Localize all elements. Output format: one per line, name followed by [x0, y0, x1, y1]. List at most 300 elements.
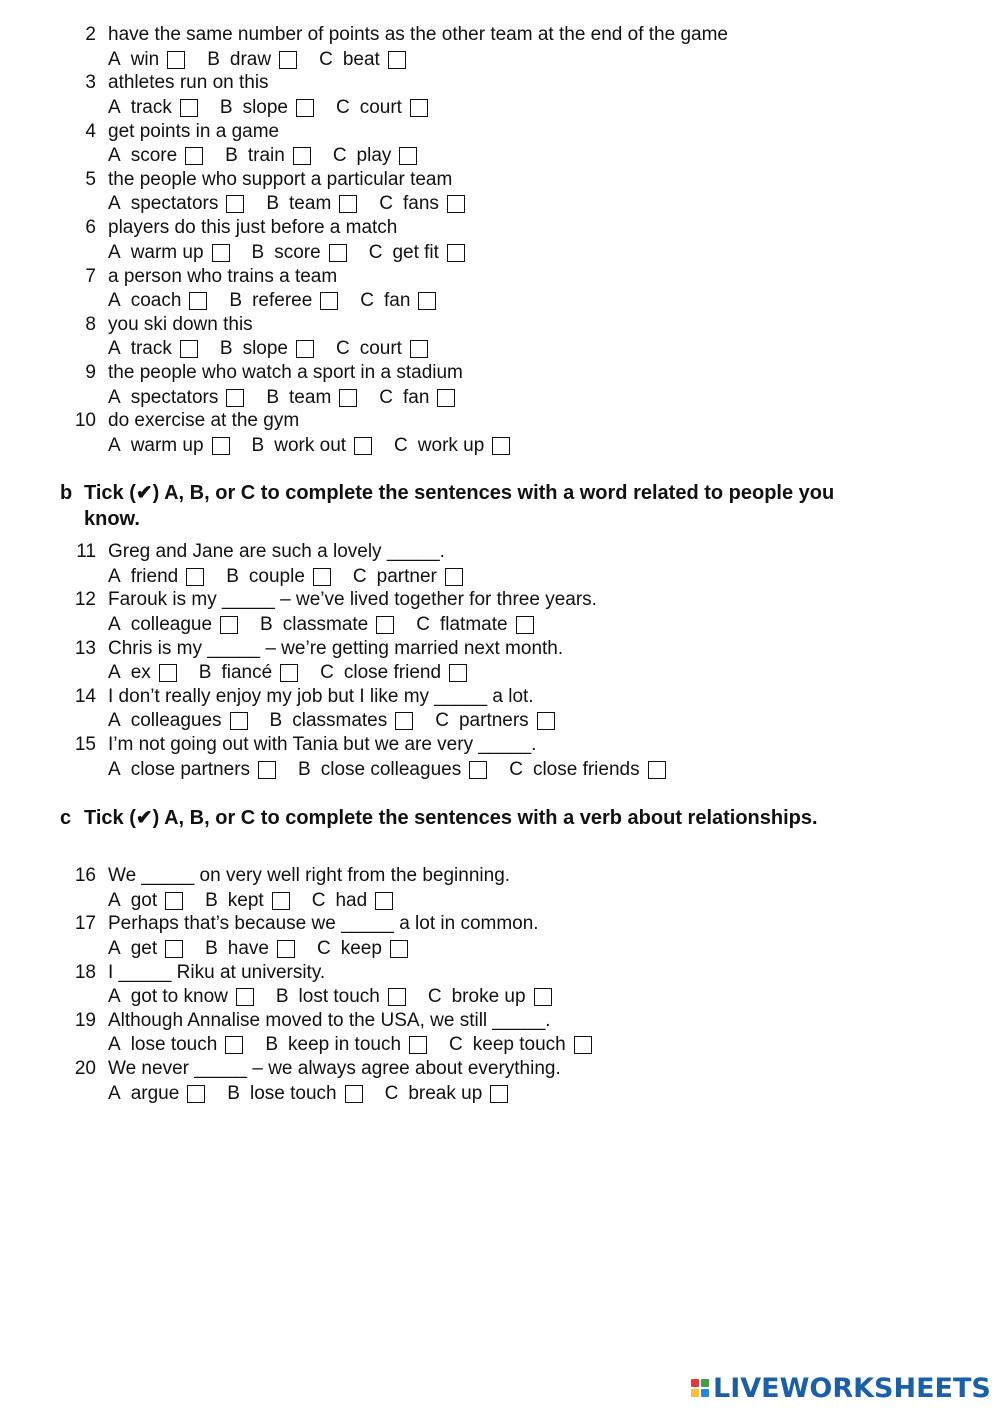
tick-checkbox[interactable] — [447, 244, 465, 262]
option-letter: C — [332, 145, 347, 167]
option-c — [312, 889, 393, 913]
question-number: 7 — [85, 265, 96, 287]
question-text: have the same number of points as the other team at the end of the game — [108, 24, 728, 45]
question-number: 17 — [74, 913, 96, 935]
option-c — [416, 613, 533, 637]
option-word: referee — [252, 290, 313, 311]
option-word: had — [335, 889, 368, 911]
option-word: win — [130, 48, 160, 70]
option-word: court — [359, 338, 402, 360]
logo-text: LIVEWORKSHEETS — [713, 1372, 991, 1404]
option-letter: C — [384, 1082, 399, 1104]
question-text: I’m not going out with Tania but we are very _____. — [108, 734, 537, 756]
option-letter: C — [360, 290, 375, 311]
option-word: flatmate — [439, 613, 508, 635]
section-b-letter: b — [60, 482, 73, 504]
option-c — [336, 96, 428, 120]
question-14-options — [108, 709, 577, 733]
tick-checkbox[interactable] — [339, 195, 357, 213]
tick-checkbox[interactable] — [277, 940, 295, 958]
tick-checkbox[interactable] — [537, 712, 555, 730]
question-number: 16 — [74, 865, 96, 886]
question-number: 4 — [85, 120, 96, 142]
option-word: work up — [417, 434, 485, 456]
option-a — [108, 48, 185, 72]
option-c — [360, 289, 436, 313]
question-8-options — [108, 337, 450, 361]
question-13 — [0, 637, 900, 661]
question-text: a person who trains a team — [108, 265, 338, 287]
option-letter: A — [108, 1034, 121, 1056]
option-letter: C — [394, 434, 408, 456]
question-6 — [0, 216, 900, 240]
option-word: fiancé — [221, 662, 273, 684]
option-word: got to know — [130, 986, 228, 1008]
tick-checkbox[interactable] — [180, 99, 198, 117]
option-c — [353, 565, 463, 589]
option-letter: A — [108, 710, 121, 732]
option-word: spectators — [130, 193, 219, 215]
option-word: fan — [384, 290, 411, 311]
tick-checkbox[interactable] — [418, 292, 436, 310]
option-c — [319, 48, 406, 72]
option-word: colleague — [130, 613, 213, 635]
option-word: warm up — [130, 241, 204, 263]
tick-checkbox[interactable] — [296, 340, 314, 358]
tick-checkbox[interactable] — [395, 712, 413, 730]
option-b — [205, 889, 290, 913]
option-letter: A — [108, 986, 121, 1008]
logo-square-3 — [691, 1389, 699, 1397]
option-a — [108, 661, 177, 685]
option-letter: A — [108, 613, 121, 635]
tick-checkbox[interactable] — [345, 1085, 363, 1103]
tick-checkbox[interactable] — [375, 892, 393, 910]
option-word: get — [130, 937, 158, 959]
option-word: partners — [458, 710, 529, 732]
option-c — [449, 1033, 592, 1057]
question-text: I _____ Riku at university. — [108, 961, 326, 983]
tick-checkbox[interactable] — [187, 1085, 205, 1103]
tick-checkbox[interactable] — [236, 988, 254, 1006]
option-letter: A — [108, 1082, 121, 1104]
option-word: friend — [130, 565, 179, 587]
tick-checkbox[interactable] — [225, 1036, 243, 1054]
option-letter: A — [108, 48, 121, 70]
option-c — [333, 144, 418, 168]
option-a — [108, 386, 244, 410]
question-19-options — [108, 1033, 614, 1057]
option-word: get fit — [392, 241, 439, 263]
question-16-options — [108, 889, 415, 913]
option-letter: A — [108, 662, 121, 684]
option-letter: C — [335, 338, 350, 360]
question-7-options — [108, 289, 458, 313]
tick-checkbox[interactable] — [220, 616, 238, 634]
option-word: team — [289, 193, 332, 215]
option-b — [225, 144, 311, 168]
question-number: 13 — [74, 637, 96, 659]
tick-checkbox[interactable] — [449, 664, 467, 682]
tick-checkbox[interactable] — [329, 244, 347, 262]
option-a — [108, 337, 198, 361]
tick-checkbox[interactable] — [180, 340, 198, 358]
tick-checkbox[interactable] — [230, 712, 248, 730]
option-b — [207, 48, 297, 72]
option-c — [428, 985, 552, 1009]
question-number: 9 — [85, 362, 96, 384]
option-b — [220, 337, 314, 361]
option-letter: A — [108, 96, 121, 118]
option-letter: A — [108, 386, 121, 408]
option-word: train — [247, 145, 285, 167]
option-word: close partners — [130, 758, 251, 780]
option-letter: B — [298, 758, 311, 780]
question-13-options — [108, 661, 489, 685]
question-number: 12 — [74, 589, 96, 611]
option-b — [276, 985, 406, 1009]
option-word: ex — [130, 662, 151, 684]
option-b — [298, 758, 487, 782]
tick-checkbox[interactable] — [534, 988, 552, 1006]
option-word: play — [356, 145, 392, 167]
option-a — [108, 613, 238, 637]
option-letter: A — [108, 145, 121, 167]
option-letter: C — [379, 386, 394, 408]
question-text: We _____ on very well right from the beginning. — [108, 865, 511, 886]
option-letter: C — [335, 96, 350, 118]
option-word: slope — [242, 96, 288, 118]
option-letter: B — [275, 986, 289, 1008]
option-a — [108, 709, 248, 733]
tick-checkbox[interactable] — [445, 568, 463, 586]
option-c — [336, 337, 428, 361]
question-text: get points in a game — [108, 120, 280, 142]
option-letter: B — [265, 1034, 278, 1056]
tick-checkbox[interactable] — [399, 147, 417, 165]
option-letter: B — [266, 193, 280, 215]
tick-checkbox[interactable] — [167, 51, 185, 69]
option-word: score — [274, 241, 321, 263]
option-word: keep in touch — [288, 1034, 402, 1056]
question-text: Chris is my _____ – we’re getting married next month. — [108, 637, 564, 659]
option-word: couple — [248, 565, 305, 587]
option-c — [385, 1082, 509, 1106]
question-17-options — [108, 937, 430, 961]
option-word: have — [227, 937, 269, 959]
question-8 — [0, 313, 900, 337]
tick-checkbox[interactable] — [293, 147, 311, 165]
tick-checkbox[interactable] — [388, 51, 406, 69]
section-c-instruction: Tick (✔) A, B, or C to complete the sentences with a verb about relationships. — [84, 807, 818, 829]
question-5 — [0, 168, 900, 192]
option-letter: C — [509, 758, 523, 780]
question-number: 18 — [74, 961, 96, 983]
logo-square-4 — [701, 1389, 709, 1397]
tick-checkbox[interactable] — [354, 437, 372, 455]
option-letter: C — [320, 662, 334, 684]
option-a — [108, 1033, 243, 1057]
option-b — [270, 709, 414, 733]
tick-checkbox[interactable] — [437, 389, 455, 407]
question-text: you ski down this — [108, 313, 253, 335]
question-15 — [0, 733, 900, 757]
question-number: 2 — [85, 24, 96, 45]
liveworksheets-logo — [691, 1374, 991, 1402]
question-10-options — [108, 434, 532, 458]
option-a — [108, 289, 207, 313]
question-16 — [0, 864, 900, 888]
question-text: Farouk is my _____ – we’ve lived together for three years. — [108, 589, 597, 611]
option-letter: C — [427, 986, 442, 1008]
tick-checkbox[interactable] — [272, 892, 290, 910]
question-text: the people who support a particular team — [108, 168, 453, 190]
question-text: Greg and Jane are such a lovely _____. — [108, 541, 445, 562]
option-letter: C — [311, 889, 326, 911]
tick-checkbox[interactable] — [410, 99, 428, 117]
tick-checkbox[interactable] — [574, 1036, 592, 1054]
option-letter: B — [207, 48, 220, 70]
option-b — [226, 565, 331, 589]
option-c — [317, 937, 408, 961]
option-a — [108, 96, 198, 120]
option-letter: B — [225, 145, 238, 167]
option-letter: B — [205, 889, 218, 911]
option-word: spectators — [130, 386, 219, 408]
tick-checkbox[interactable] — [320, 292, 338, 310]
tick-checkbox[interactable] — [165, 940, 183, 958]
option-a — [108, 434, 230, 458]
option-word: partner — [376, 565, 437, 587]
option-c — [509, 758, 665, 782]
question-19 — [0, 1009, 900, 1033]
question-number: 11 — [76, 541, 96, 562]
question-17 — [0, 912, 900, 936]
option-letter: A — [108, 758, 121, 780]
option-word: lose touch — [130, 1034, 218, 1056]
option-word: warm up — [130, 434, 204, 456]
option-word: close friend — [343, 662, 442, 684]
question-text: Although Annalise moved to the USA, we still _____. — [108, 1009, 551, 1031]
option-letter: B — [260, 613, 273, 635]
option-letter: A — [108, 434, 121, 456]
tick-checkbox[interactable] — [313, 568, 331, 586]
question-text: Perhaps that’s because we _____ a lot in common. — [108, 913, 539, 935]
question-18 — [0, 961, 900, 985]
question-6-options — [108, 241, 487, 265]
option-b — [265, 1033, 427, 1057]
option-letter: A — [108, 193, 121, 215]
option-letter: B — [198, 662, 212, 684]
option-letter: A — [108, 889, 121, 911]
option-word: got — [130, 889, 158, 911]
question-12 — [0, 588, 900, 612]
question-18-options — [108, 985, 574, 1009]
option-letter: A — [108, 565, 121, 587]
question-text: I don’t really enjoy my job but I like my _____ a lot. — [108, 685, 534, 707]
option-letter: C — [352, 565, 367, 587]
option-b — [227, 1082, 362, 1106]
tick-checkbox[interactable] — [409, 1036, 427, 1054]
question-3-options — [108, 96, 450, 120]
option-letter: C — [319, 48, 333, 70]
tick-checkbox[interactable] — [226, 389, 244, 407]
logo-square-2 — [701, 1379, 709, 1387]
option-word: colleagues — [130, 710, 222, 732]
option-word: classmates — [292, 710, 388, 732]
logo-squares-icon — [691, 1379, 709, 1397]
option-b — [260, 613, 394, 637]
tick-checkbox[interactable] — [296, 99, 314, 117]
option-a — [108, 1082, 205, 1106]
option-word: keep touch — [472, 1034, 566, 1056]
question-number: 8 — [85, 313, 96, 335]
question-number: 6 — [85, 217, 96, 239]
option-word: fan — [403, 386, 430, 408]
option-word: slope — [242, 338, 288, 360]
question-text: We never _____ – we always agree about everything. — [108, 1058, 561, 1080]
option-a — [108, 985, 254, 1009]
option-word: broke up — [451, 986, 526, 1008]
option-letter: C — [368, 241, 383, 263]
option-letter: B — [269, 710, 283, 732]
tick-checkbox[interactable] — [165, 892, 183, 910]
question-number: 10 — [74, 410, 96, 432]
question-text: players do this just before a match — [108, 217, 398, 239]
option-letter: B — [226, 565, 239, 587]
option-letter: C — [416, 613, 430, 635]
tick-checkbox[interactable] — [279, 51, 297, 69]
option-a — [108, 241, 230, 265]
option-a — [108, 758, 276, 782]
option-word: kept — [227, 889, 264, 911]
option-word: classmate — [282, 613, 369, 635]
tick-checkbox[interactable] — [186, 568, 204, 586]
option-letter: B — [229, 290, 243, 311]
option-b — [205, 937, 295, 961]
option-word: lost touch — [298, 986, 380, 1008]
option-letter: A — [108, 338, 121, 360]
tick-checkbox[interactable] — [339, 389, 357, 407]
tick-checkbox[interactable] — [212, 244, 230, 262]
question-5-options — [108, 192, 487, 216]
question-9 — [0, 361, 900, 385]
option-c — [369, 241, 465, 265]
option-word: work out — [274, 434, 347, 456]
question-text: the people who watch a sport in a stadium — [108, 362, 463, 384]
option-word: close colleagues — [320, 758, 462, 780]
section-c-letter: c — [60, 807, 72, 829]
question-15-options — [108, 758, 688, 782]
question-20-options — [108, 1082, 530, 1106]
tick-checkbox[interactable] — [185, 147, 203, 165]
question-4 — [0, 120, 900, 144]
option-word: break up — [408, 1082, 483, 1104]
option-word: fans — [403, 193, 439, 215]
option-letter: B — [219, 338, 233, 360]
option-c — [379, 192, 465, 216]
option-b — [266, 386, 357, 410]
tick-checkbox[interactable] — [447, 195, 465, 213]
option-b — [199, 661, 298, 685]
option-letter: A — [108, 937, 121, 959]
option-letter: B — [251, 241, 265, 263]
question-20 — [0, 1057, 900, 1081]
option-word: coach — [130, 290, 182, 311]
tick-checkbox[interactable] — [159, 664, 177, 682]
tick-checkbox[interactable] — [212, 437, 230, 455]
tick-checkbox[interactable] — [258, 761, 276, 779]
question-4-options — [108, 144, 439, 168]
option-word: lose touch — [249, 1082, 337, 1104]
question-3 — [0, 71, 900, 95]
question-number: 15 — [74, 734, 96, 756]
question-12-options — [108, 613, 556, 637]
option-word: team — [289, 386, 332, 408]
option-b — [266, 192, 357, 216]
option-letter: B — [227, 1082, 240, 1104]
option-letter: C — [449, 1034, 463, 1056]
option-a — [108, 144, 203, 168]
question-9-options — [108, 386, 477, 410]
option-c — [394, 434, 510, 458]
tick-checkbox[interactable] — [390, 940, 408, 958]
question-number: 5 — [85, 168, 96, 190]
option-word: keep — [340, 937, 382, 959]
option-letter: B — [266, 386, 280, 408]
section-b-instruction: Tick (✔) A, B, or C to complete the sentences with a word related to people you know. — [84, 482, 835, 530]
logo-square-1 — [691, 1379, 699, 1387]
option-b — [229, 289, 338, 313]
option-letter: C — [435, 710, 449, 732]
question-text: do exercise at the gym — [108, 410, 300, 432]
option-c — [379, 386, 455, 410]
tick-checkbox[interactable] — [226, 195, 244, 213]
question-number: 20 — [74, 1058, 96, 1080]
option-word: beat — [342, 48, 380, 70]
tick-checkbox[interactable] — [189, 292, 207, 310]
option-letter: B — [251, 434, 265, 456]
tick-checkbox[interactable] — [410, 340, 428, 358]
tick-checkbox[interactable] — [490, 1085, 508, 1103]
question-number: 19 — [74, 1009, 96, 1031]
option-letter: B — [219, 96, 233, 118]
question-14 — [0, 685, 900, 709]
option-a — [108, 937, 183, 961]
tick-checkbox[interactable] — [648, 761, 666, 779]
tick-checkbox[interactable] — [388, 988, 406, 1006]
option-c — [435, 709, 554, 733]
option-letter: C — [379, 193, 394, 215]
tick-checkbox[interactable] — [516, 616, 534, 634]
tick-checkbox[interactable] — [492, 437, 510, 455]
question-11 — [0, 540, 900, 564]
tick-checkbox[interactable] — [469, 761, 487, 779]
question-10 — [0, 409, 900, 433]
option-word: score — [130, 145, 178, 167]
option-letter: C — [317, 937, 331, 959]
question-number: 3 — [85, 72, 96, 94]
tick-checkbox[interactable] — [280, 664, 298, 682]
option-b — [252, 241, 347, 265]
option-a — [108, 192, 244, 216]
option-letter: A — [108, 241, 121, 263]
option-letter: B — [205, 937, 218, 959]
option-word: argue — [130, 1082, 180, 1104]
option-word: track — [130, 96, 172, 118]
tick-checkbox[interactable] — [376, 616, 394, 634]
question-number: 14 — [74, 685, 96, 707]
